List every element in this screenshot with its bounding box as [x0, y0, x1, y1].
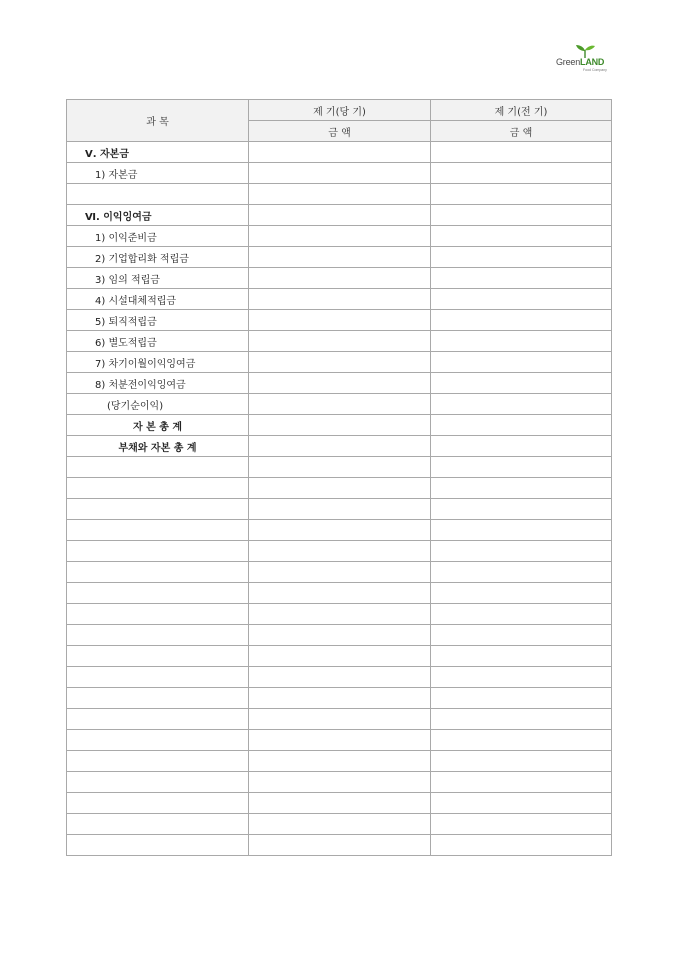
current-amount-cell — [249, 289, 431, 310]
subject-cell — [67, 331, 249, 352]
current-amount-cell — [249, 688, 431, 709]
table-row — [67, 436, 612, 457]
sprout-icon — [574, 44, 596, 58]
blank-row — [67, 583, 612, 604]
account-label: 8) 처분전이익잉여금 — [95, 379, 186, 391]
current-amount-cell — [249, 331, 431, 352]
subject-cell — [67, 520, 249, 541]
subject-cell — [67, 793, 249, 814]
current-amount-cell — [249, 625, 431, 646]
subject-cell — [67, 814, 249, 835]
capital-ledger-table — [66, 99, 612, 856]
header-prior-period: 제 기(전 기) — [431, 100, 612, 121]
prior-amount-cell — [431, 835, 612, 856]
prior-amount-cell — [431, 331, 612, 352]
subject-cell — [67, 226, 249, 247]
blank-row — [67, 541, 612, 562]
table-row — [67, 247, 612, 268]
current-amount-cell — [249, 583, 431, 604]
table-row — [67, 289, 612, 310]
account-label: 4) 시설대체적립금 — [95, 295, 177, 307]
table-row — [67, 184, 612, 205]
current-amount-cell — [249, 541, 431, 562]
prior-amount-cell — [431, 310, 612, 331]
table-row — [67, 394, 612, 415]
prior-amount-cell — [431, 415, 612, 436]
account-label: 1) 자본금 — [95, 169, 138, 181]
prior-amount-cell — [431, 457, 612, 478]
brand-subtitle: Food Company — [583, 68, 607, 72]
header-amount-current: 금 액 — [249, 121, 431, 142]
current-amount-cell — [249, 415, 431, 436]
brand-name — [556, 57, 604, 67]
blank-row — [67, 793, 612, 814]
current-amount-cell — [249, 352, 431, 373]
subject-cell — [67, 772, 249, 793]
account-label: (당기순이익) — [107, 400, 164, 412]
company-logo — [556, 44, 612, 76]
current-amount-cell — [249, 730, 431, 751]
prior-amount-cell — [431, 604, 612, 625]
account-label: Ⅴ. 자본금 — [85, 148, 129, 160]
prior-amount-cell — [431, 646, 612, 667]
subject-cell — [67, 394, 249, 415]
table-row — [67, 163, 612, 184]
current-amount-cell — [249, 478, 431, 499]
prior-amount-cell — [431, 184, 612, 205]
table-row — [67, 310, 612, 331]
blank-row — [67, 478, 612, 499]
header-row-1 — [67, 100, 612, 121]
table-row — [67, 373, 612, 394]
subject-cell — [67, 478, 249, 499]
current-amount-cell — [249, 646, 431, 667]
current-amount-cell — [249, 373, 431, 394]
table-row — [67, 205, 612, 226]
account-label: 7) 차기이월이익잉여금 — [95, 358, 196, 370]
table-row — [67, 226, 612, 247]
subject-cell — [67, 268, 249, 289]
subject-cell — [67, 646, 249, 667]
current-amount-cell — [249, 163, 431, 184]
account-label: 부채와 자본 총 계 — [118, 442, 197, 454]
prior-amount-cell — [431, 772, 612, 793]
blank-row — [67, 751, 612, 772]
subject-cell — [67, 247, 249, 268]
blank-row — [67, 499, 612, 520]
table-row — [67, 352, 612, 373]
current-amount-cell — [249, 310, 431, 331]
prior-amount-cell — [431, 793, 612, 814]
blank-row — [67, 667, 612, 688]
subject-cell — [67, 604, 249, 625]
blank-row — [67, 646, 612, 667]
current-amount-cell — [249, 499, 431, 520]
brand-land: LAND — [580, 57, 605, 67]
current-amount-cell — [249, 436, 431, 457]
subject-cell — [67, 562, 249, 583]
prior-amount-cell — [431, 226, 612, 247]
current-amount-cell — [249, 184, 431, 205]
account-label: 5) 퇴직적립금 — [95, 316, 157, 328]
prior-amount-cell — [431, 289, 612, 310]
blank-row — [67, 520, 612, 541]
current-amount-cell — [249, 814, 431, 835]
current-amount-cell — [249, 604, 431, 625]
prior-amount-cell — [431, 751, 612, 772]
prior-amount-cell — [431, 163, 612, 184]
subject-cell — [67, 709, 249, 730]
table-row — [67, 415, 612, 436]
current-amount-cell — [249, 793, 431, 814]
subject-cell — [67, 457, 249, 478]
account-label: 3) 임의 적립금 — [95, 274, 160, 286]
subject-cell — [67, 205, 249, 226]
blank-row — [67, 730, 612, 751]
subject-cell — [67, 583, 249, 604]
subject-cell — [67, 142, 249, 163]
blank-row — [67, 604, 612, 625]
blank-row — [67, 814, 612, 835]
subject-cell — [67, 163, 249, 184]
subject-cell — [67, 835, 249, 856]
account-label: 2) 기업합리화 적립금 — [95, 253, 189, 265]
account-label: 자 본 총 계 — [132, 421, 183, 433]
prior-amount-cell — [431, 688, 612, 709]
blank-row — [67, 625, 612, 646]
table-row — [67, 331, 612, 352]
subject-cell — [67, 373, 249, 394]
current-amount-cell — [249, 457, 431, 478]
blank-row — [67, 835, 612, 856]
subject-cell — [67, 625, 249, 646]
blank-row — [67, 709, 612, 730]
subject-cell — [67, 751, 249, 772]
prior-amount-cell — [431, 625, 612, 646]
prior-amount-cell — [431, 373, 612, 394]
prior-amount-cell — [431, 268, 612, 289]
prior-amount-cell — [431, 541, 612, 562]
blank-row — [67, 562, 612, 583]
subject-cell — [67, 688, 249, 709]
current-amount-cell — [249, 751, 431, 772]
prior-amount-cell — [431, 520, 612, 541]
subject-cell — [67, 499, 249, 520]
header-current-period: 제 기(당 기) — [249, 100, 431, 121]
current-amount-cell — [249, 520, 431, 541]
blank-row — [67, 772, 612, 793]
account-label: Ⅵ. 이익잉여금 — [85, 211, 152, 223]
subject-cell — [67, 184, 249, 205]
header-subject: 과 목 — [67, 100, 249, 142]
subject-cell — [67, 310, 249, 331]
current-amount-cell — [249, 667, 431, 688]
brand-green: Green — [556, 57, 581, 67]
prior-amount-cell — [431, 709, 612, 730]
prior-amount-cell — [431, 247, 612, 268]
current-amount-cell — [249, 268, 431, 289]
blank-row — [67, 457, 612, 478]
subject-cell — [67, 730, 249, 751]
prior-amount-cell — [431, 142, 612, 163]
subject-cell — [67, 352, 249, 373]
blank-row — [67, 688, 612, 709]
table-row — [67, 268, 612, 289]
account-label: 1) 이익준비금 — [95, 232, 157, 244]
prior-amount-cell — [431, 814, 612, 835]
subject-cell — [67, 667, 249, 688]
account-label: 6) 별도적립금 — [95, 337, 157, 349]
prior-amount-cell — [431, 583, 612, 604]
table-row — [67, 142, 612, 163]
current-amount-cell — [249, 394, 431, 415]
subject-cell — [67, 289, 249, 310]
current-amount-cell — [249, 562, 431, 583]
prior-amount-cell — [431, 394, 612, 415]
prior-amount-cell — [431, 352, 612, 373]
prior-amount-cell — [431, 478, 612, 499]
current-amount-cell — [249, 835, 431, 856]
current-amount-cell — [249, 205, 431, 226]
prior-amount-cell — [431, 730, 612, 751]
prior-amount-cell — [431, 205, 612, 226]
current-amount-cell — [249, 226, 431, 247]
prior-amount-cell — [431, 436, 612, 457]
current-amount-cell — [249, 709, 431, 730]
prior-amount-cell — [431, 499, 612, 520]
subject-cell — [67, 436, 249, 457]
current-amount-cell — [249, 142, 431, 163]
current-amount-cell — [249, 247, 431, 268]
subject-cell — [67, 541, 249, 562]
header-amount-prior: 금 액 — [431, 121, 612, 142]
current-amount-cell — [249, 772, 431, 793]
prior-amount-cell — [431, 667, 612, 688]
prior-amount-cell — [431, 562, 612, 583]
subject-cell — [67, 415, 249, 436]
